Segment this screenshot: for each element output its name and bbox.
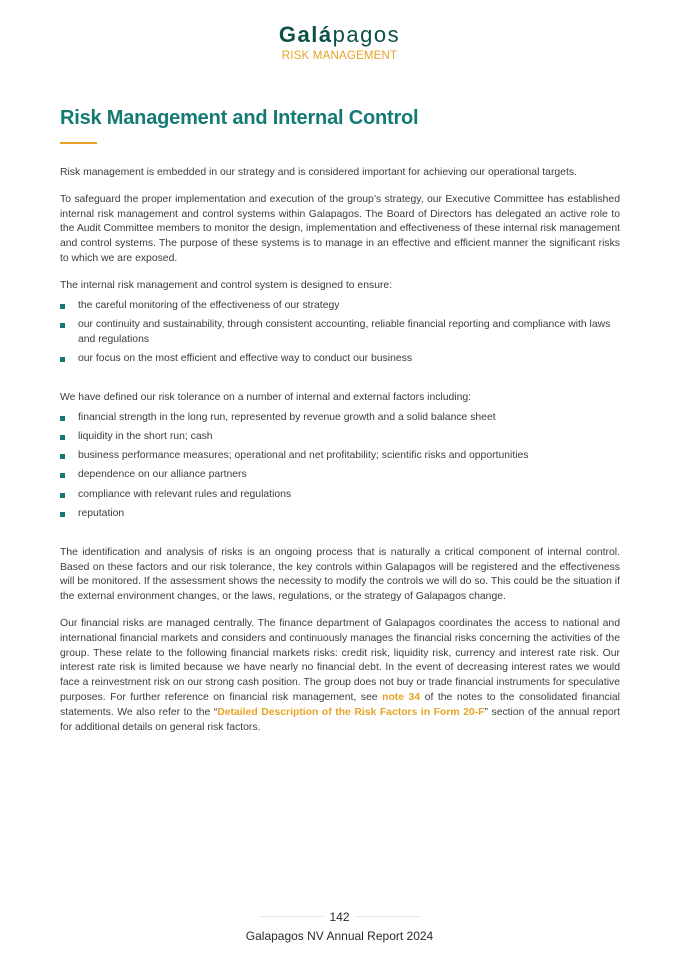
list-item (60, 299, 620, 314)
list-item-text: the careful monitoring of the effectiveness of our strategy (78, 299, 340, 311)
square-bullet-icon (60, 454, 65, 459)
title-underline (60, 142, 97, 144)
section-label: RISK MANAGEMENT (281, 50, 398, 62)
list-item (60, 430, 620, 445)
list-item (60, 507, 620, 522)
list-item-text: liquidity in the short run; cash (78, 430, 213, 442)
page-footer (0, 908, 679, 943)
list-item (60, 352, 620, 367)
spacer (60, 379, 620, 391)
page-number: 142 (323, 910, 355, 924)
intro-paragraph: Risk management is embedded in our strategy and is considered important for achieving our operational targets. (60, 167, 577, 178)
square-bullet-icon (60, 323, 65, 328)
list-item (60, 488, 620, 503)
page-header (0, 22, 679, 62)
risk-factors-link[interactable]: Detailed Description of the Risk Factors in Form 20-F (217, 706, 485, 718)
galapagos-logo (0, 22, 679, 48)
factors-list (60, 411, 620, 522)
financial-text-part-2: of the notes to the consolidated financial statements. We also refer to the “ (60, 692, 620, 718)
list-item-text: our focus on the most efficient and effective way to conduct our business (78, 352, 413, 364)
main-content (60, 104, 620, 747)
square-bullet-icon (60, 473, 65, 478)
note-34-link[interactable]: note 34 (382, 692, 421, 704)
ensure-list (60, 299, 620, 367)
list-item-text: dependence on our alliance partners (78, 469, 247, 481)
report-title: Galapagos NV Annual Report 2024 (245, 929, 434, 943)
list-item (60, 449, 620, 464)
designed-paragraph: The internal risk management and control system is designed to ensure: (60, 279, 393, 291)
square-bullet-icon (60, 493, 65, 498)
identification-paragraph: The identification and analysis of risks is an ongoing process that is naturally a critical component of internal control. Based on these factors and our risk tolerance, the key controls within Galapagos will be registered and the effectiveness will be monitored. If the assessment shows the necessity to modify the controls we will do so. This could be the situation if the external environment changes, or the laws, regulations, or the strategy of Galapagos change. (60, 546, 620, 603)
list-item (60, 411, 620, 426)
financial-risks-paragraph (60, 617, 620, 735)
list-item-text: business performance measures; operational and net profitability; scientific risks and opportunities (78, 450, 529, 462)
spacer (60, 534, 620, 546)
list-item (60, 318, 620, 348)
list-item-text: compliance with relevant rules and regulations (78, 488, 292, 500)
list-item-text: reputation (78, 508, 125, 520)
financial-text-part-1: Our financial risks are managed centrally. The finance department of Galapagos coordinates the access to national and international financial markets and considers and continuously manages the financial risks concerning the activities of the group. These relate to the following financial markets risks: credit risk, liquidity risk, currency and interest rate risk. Our interest rate risk is limited because we have nearly no financial debt. In the event of decreasing interest rates we would face a reinvestment risk on our strong cash position. The group does not buy or trade financial instruments for speculative purposes. For further reference on financial risk management, see (60, 618, 620, 704)
list-item-text: financial strength in the long run, represented by revenue growth and a solid balance sheet (78, 411, 496, 423)
square-bullet-icon (60, 416, 65, 421)
square-bullet-icon (60, 435, 65, 440)
logo-bold-part: Galá (278, 22, 333, 47)
square-bullet-icon (60, 357, 65, 362)
square-bullet-icon (60, 304, 65, 309)
financial-text-part-3: ” section of the annual report for additional details on general risk factors. (60, 706, 620, 733)
square-bullet-icon (60, 512, 65, 517)
page-title: Risk Management and Internal Control (60, 107, 419, 129)
list-item-text: our continuity and sustainability, through consistent accounting, reliable financial reporting and compliance with laws and regulations (78, 318, 611, 345)
tolerance-paragraph: We have defined our risk tolerance on a number of internal and external factors including: (60, 391, 472, 403)
list-item (60, 468, 620, 483)
logo-light-part: pagos (332, 22, 401, 47)
safeguard-paragraph: To safeguard the proper implementation and execution of the group’s strategy, our Executive Committee has established internal risk management and control systems within Galapagos. The Board of Directors has delegated an active role to the Audit Committee members to monitor the design, implementation and effectiveness of these internal risk management and control systems. The purpose of these systems is to manage in an effective and efficient manner the significant risks to which we are exposed. (60, 193, 620, 264)
